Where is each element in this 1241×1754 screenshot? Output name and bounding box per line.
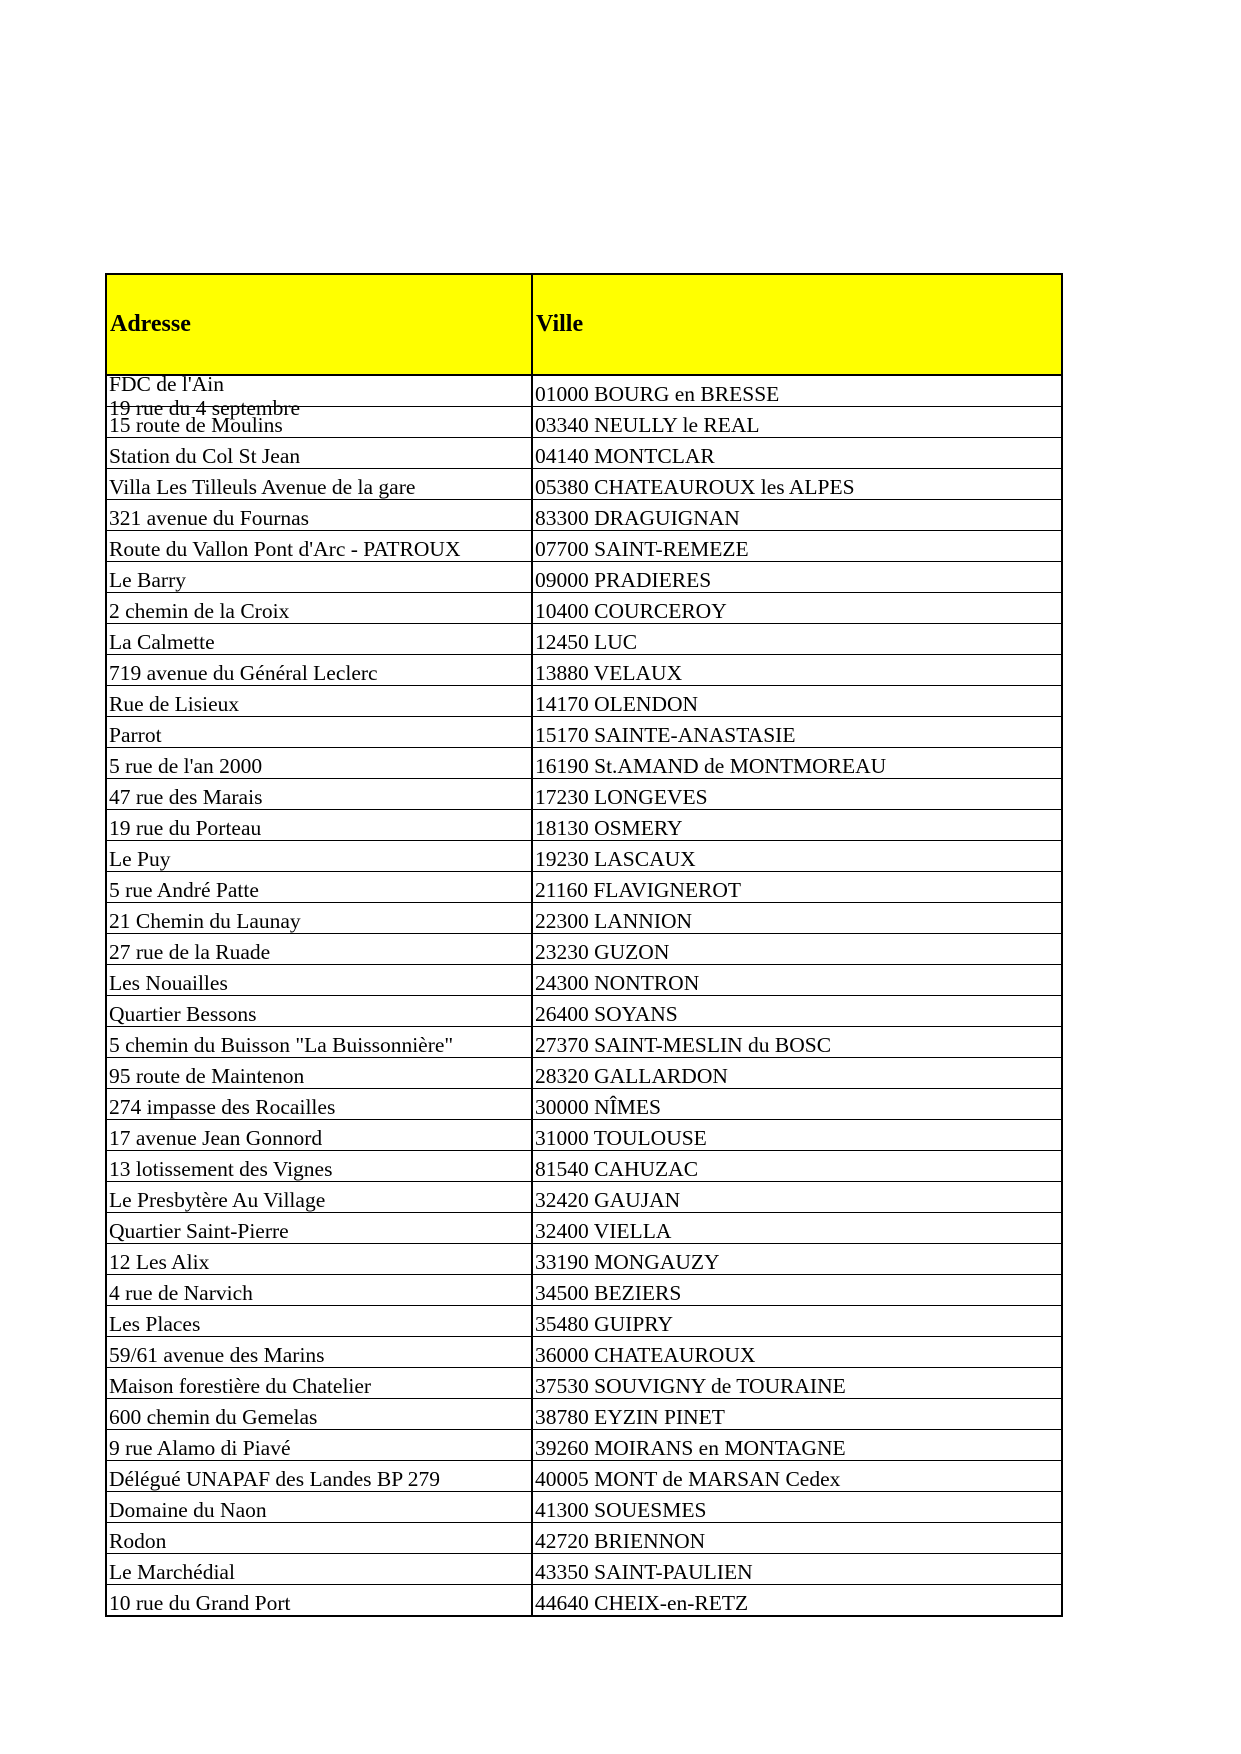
cell-ville: 18130 OSMERY (532, 810, 1062, 841)
cell-adresse: 5 rue André Patte (106, 872, 532, 903)
cell-adresse: Le Presbytère Au Village (106, 1182, 532, 1213)
cell-ville: 40005 MONT de MARSAN Cedex (532, 1461, 1062, 1492)
cell-adresse: 21 Chemin du Launay (106, 903, 532, 934)
header-ville: Ville (532, 274, 1062, 375)
table-row (106, 1089, 1062, 1120)
cell-adresse: Les Nouailles (106, 965, 532, 996)
cell-adresse: Quartier Bessons (106, 996, 532, 1027)
cell-ville: 01000 BOURG en BRESSE (532, 375, 1062, 407)
table-row (106, 1306, 1062, 1337)
cell-adresse: Domaine du Naon (106, 1492, 532, 1523)
table-row (106, 1027, 1062, 1058)
cell-ville: 07700 SAINT-REMEZE (532, 531, 1062, 562)
table-row (106, 872, 1062, 903)
table-row (106, 655, 1062, 686)
cell-adresse-line1: FDC de l'Ain (109, 372, 224, 396)
cell-adresse: 17 avenue Jean Gonnord (106, 1120, 532, 1151)
cell-ville: 14170 OLENDON (532, 686, 1062, 717)
cell-adresse: 5 rue de l'an 2000 (106, 748, 532, 779)
cell-ville: 37530 SOUVIGNY de TOURAINE (532, 1368, 1062, 1399)
cell-ville: 44640 CHEIX-en-RETZ (532, 1585, 1062, 1617)
cell-adresse: Le Barry (106, 562, 532, 593)
table-row (106, 375, 1062, 407)
cell-adresse: 12 Les Alix (106, 1244, 532, 1275)
table-row (106, 779, 1062, 810)
header-row (106, 274, 1062, 375)
table-row (106, 1399, 1062, 1430)
table-row (106, 1337, 1062, 1368)
cell-adresse: 15 route de Moulins (106, 407, 532, 438)
table-body (106, 372, 1062, 1616)
cell-adresse: Villa Les Tilleuls Avenue de la gare (106, 469, 532, 500)
cell-ville: 15170 SAINTE-ANASTASIE (532, 717, 1062, 748)
cell-adresse: 719 avenue du Général Leclerc (106, 655, 532, 686)
table-row (106, 686, 1062, 717)
table-row (106, 934, 1062, 965)
table-row (106, 1585, 1062, 1617)
cell-ville: 43350 SAINT-PAULIEN (532, 1554, 1062, 1585)
table-row (106, 1182, 1062, 1213)
cell-adresse (106, 372, 532, 420)
cell-adresse: 600 chemin du Gemelas (106, 1399, 532, 1430)
table-row (106, 1151, 1062, 1182)
table-row (106, 1430, 1062, 1461)
cell-ville: 42720 BRIENNON (532, 1523, 1062, 1554)
table-row (106, 1523, 1062, 1554)
cell-adresse: Le Marchédial (106, 1554, 532, 1585)
cell-adresse: Parrot (106, 717, 532, 748)
cell-ville: 28320 GALLARDON (532, 1058, 1062, 1089)
cell-adresse: 59/61 avenue des Marins (106, 1337, 532, 1368)
cell-ville: 31000 TOULOUSE (532, 1120, 1062, 1151)
cell-ville: 22300 LANNION (532, 903, 1062, 934)
cell-adresse: 19 rue du Porteau (106, 810, 532, 841)
cell-adresse: Rue de Lisieux (106, 686, 532, 717)
cell-adresse: 2 chemin de la Croix (106, 593, 532, 624)
cell-adresse: 5 chemin du Buisson "La Buissonnière" (106, 1027, 532, 1058)
cell-ville: 36000 CHATEAUROUX (532, 1337, 1062, 1368)
table-row (106, 469, 1062, 500)
cell-adresse-line2: 19 rue du 4 septembre (109, 396, 301, 420)
cell-ville: 33190 MONGAUZY (532, 1244, 1062, 1275)
header-adresse: Adresse (106, 274, 532, 375)
cell-ville: 32420 GAUJAN (532, 1182, 1062, 1213)
address-table (105, 273, 1063, 1617)
cell-adresse: Les Places (106, 1306, 532, 1337)
cell-adresse: 10 rue du Grand Port (106, 1585, 532, 1617)
cell-ville: 04140 MONTCLAR (532, 438, 1062, 469)
cell-ville: 34500 BEZIERS (532, 1275, 1062, 1306)
cell-adresse: Rodon (106, 1523, 532, 1554)
table-row (106, 748, 1062, 779)
cell-adresse: Quartier Saint-Pierre (106, 1213, 532, 1244)
cell-ville: 23230 GUZON (532, 934, 1062, 965)
cell-ville: 17230 LONGEVES (532, 779, 1062, 810)
cell-ville: 30000 NÎMES (532, 1089, 1062, 1120)
cell-ville: 05380 CHATEAUROUX les ALPES (532, 469, 1062, 500)
cell-adresse: Maison forestière du Chatelier (106, 1368, 532, 1399)
cell-adresse: 13 lotissement des Vignes (106, 1151, 532, 1182)
table-row (106, 438, 1062, 469)
table-row (106, 593, 1062, 624)
cell-ville: 38780 EYZIN PINET (532, 1399, 1062, 1430)
cell-adresse: 321 avenue du Fournas (106, 500, 532, 531)
table-row (106, 1213, 1062, 1244)
table-row (106, 996, 1062, 1027)
cell-ville: 81540 CAHUZAC (532, 1151, 1062, 1182)
table-row (106, 500, 1062, 531)
cell-adresse: 4 rue de Narvich (106, 1275, 532, 1306)
cell-ville: 16190 St.AMAND de MONTMOREAU (532, 748, 1062, 779)
cell-ville: 19230 LASCAUX (532, 841, 1062, 872)
cell-ville: 32400 VIELLA (532, 1213, 1062, 1244)
cell-ville: 12450 LUC (532, 624, 1062, 655)
table-row (106, 1275, 1062, 1306)
table-row (106, 903, 1062, 934)
table-row (106, 531, 1062, 562)
cell-adresse: 47 rue des Marais (106, 779, 532, 810)
table-row (106, 624, 1062, 655)
table-row (106, 965, 1062, 996)
cell-adresse: Délégué UNAPAF des Landes BP 279 (106, 1461, 532, 1492)
cell-ville: 03340 NEULLY le REAL (532, 407, 1062, 438)
cell-ville: 26400 SOYANS (532, 996, 1062, 1027)
cell-adresse: 9 rue Alamo di Piavé (106, 1430, 532, 1461)
cell-ville: 13880 VELAUX (532, 655, 1062, 686)
cell-ville: 39260 MOIRANS en MONTAGNE (532, 1430, 1062, 1461)
cell-ville: 09000 PRADIERES (532, 562, 1062, 593)
cell-adresse: Le Puy (106, 841, 532, 872)
cell-adresse: Station du Col St Jean (106, 438, 532, 469)
cell-adresse: 27 rue de la Ruade (106, 934, 532, 965)
cell-ville: 24300 NONTRON (532, 965, 1062, 996)
cell-ville: 83300 DRAGUIGNAN (532, 500, 1062, 531)
table-row (106, 841, 1062, 872)
cell-ville: 41300 SOUESMES (532, 1492, 1062, 1523)
cell-ville: 10400 COURCEROY (532, 593, 1062, 624)
table-row (106, 1492, 1062, 1523)
table-row (106, 1120, 1062, 1151)
table-row (106, 1554, 1062, 1585)
cell-ville: 21160 FLAVIGNEROT (532, 872, 1062, 903)
table-row (106, 717, 1062, 748)
table-row (106, 1368, 1062, 1399)
cell-adresse: La Calmette (106, 624, 532, 655)
table-row (106, 1461, 1062, 1492)
table-row (106, 562, 1062, 593)
cell-adresse: 274 impasse des Rocailles (106, 1089, 532, 1120)
table-row (106, 1058, 1062, 1089)
cell-ville: 27370 SAINT-MESLIN du BOSC (532, 1027, 1062, 1058)
cell-adresse: Route du Vallon Pont d'Arc - PATROUX (106, 531, 532, 562)
table-row (106, 810, 1062, 841)
cell-adresse: 95 route de Maintenon (106, 1058, 532, 1089)
cell-ville: 35480 GUIPRY (532, 1306, 1062, 1337)
table-row (106, 1244, 1062, 1275)
